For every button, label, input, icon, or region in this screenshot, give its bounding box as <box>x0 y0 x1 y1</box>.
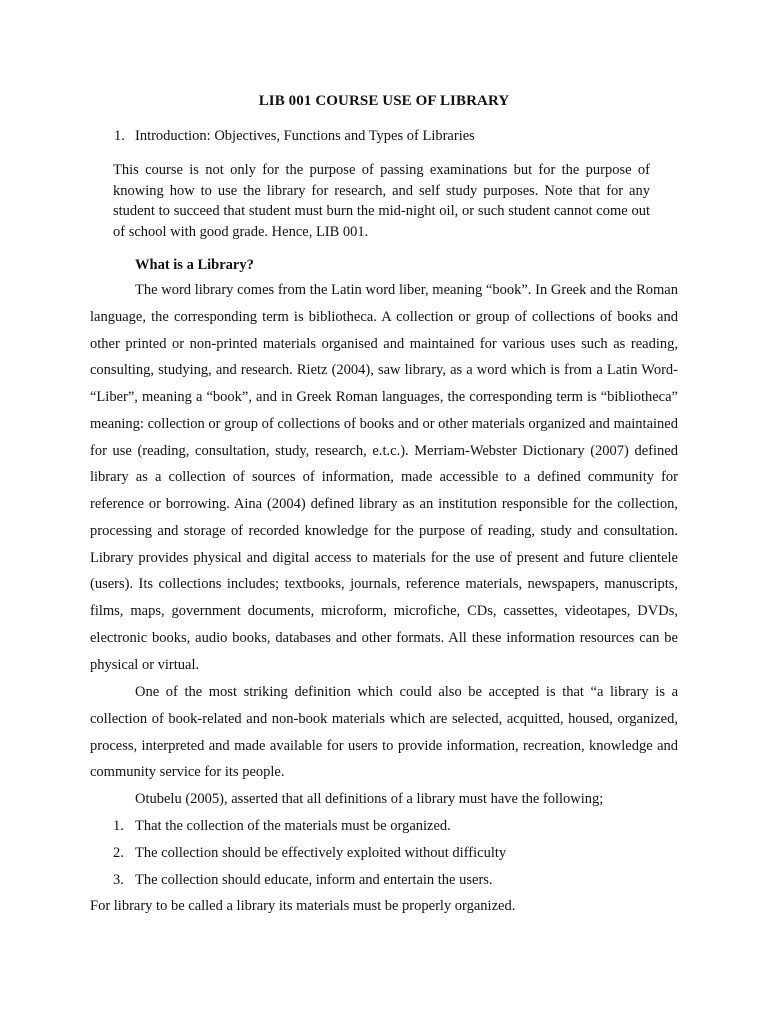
document-title: LIB 001 COURSE USE OF LIBRARY <box>258 93 510 109</box>
list-item-number: 2. <box>113 844 124 861</box>
requirements-list <box>113 813 506 893</box>
list-item-text: That the collection of the materials must be organized. <box>135 818 451 834</box>
list-item-number: 1. <box>113 818 124 834</box>
intro-item-number: 1. <box>114 128 125 144</box>
list-item-text: The collection should be effectively exploited without difficulty <box>135 844 507 861</box>
intro-paragraph: This course is not only for the purpose of passing examinations but for the purpose of knowing how to use the library for research, and self study purposes. Note that for any student to succeed that student must burn the mid-night oil, or such student cannot come out of school with good grade. Hence, LIB 001. <box>113 162 650 240</box>
paragraph-library-definition <box>90 277 678 678</box>
intro-list-item <box>114 127 475 145</box>
paragraph-striking-text: One of the most striking definition which could also be accepted is that “a library is a collection of book-related and non-book materials which are selected, acquitted, housed, organized, process, interpreted and made available for users to provide information, recreation, knowledge and community service for its people. <box>90 684 678 781</box>
otubelu-line: Otubelu (2005), asserted that all definitions of a library must have the following; <box>135 791 604 807</box>
list-item <box>113 840 506 867</box>
list-item <box>113 867 506 894</box>
list-item <box>113 813 506 840</box>
paragraph-library-text: The word library comes from the Latin word liber, meaning “book”. In Greek and the Roman language, the corresponding term is bibliotheca. A collection or group of collections of books and other printed or non-printed materials organised and maintained for various uses such as reading, consulting, studying, and research. Rietz (2004), saw library, as a word which is from a Latin Word- “Liber”, meaning a “book”, and in Greek Roman languages, the corresponding term is “bibliotheca” meaning: collection or group of collections of books and or other materials organized and maintained for use (reading, consultation, study, research, e.t.c.). Merriam-Webster Dictionary (2007) defined library as a collection of sources of information, made accessible to a defined community for reference or borrowing. Aina (2004) defined library as an institution responsible for the collection, processing and storage of recorded knowledge for the purpose of reading, study and consultation. Library provides physical and digital access to materials for the use of present and future clientele (users). Its collections includes; textbooks, journals, reference materials, newspapers, manuscripts, films, maps, government documents, microform, microfiche, CDs, cassettes, videotapes, DVDs, electronic books, audio books, databases and other formats. All these information resources can be physical or virtual. <box>90 282 678 673</box>
intro-item-text: Introduction: Objectives, Functions and Types of Libraries <box>135 128 475 144</box>
section-heading: What is a Library? <box>135 257 254 273</box>
closing-line: For library to be called a library its materials must be properly organized. <box>90 898 516 914</box>
list-item-text: The collection should educate, inform and entertain the users. <box>135 871 493 888</box>
paragraph-striking-definition <box>90 679 678 786</box>
list-item-number: 3. <box>113 871 124 888</box>
